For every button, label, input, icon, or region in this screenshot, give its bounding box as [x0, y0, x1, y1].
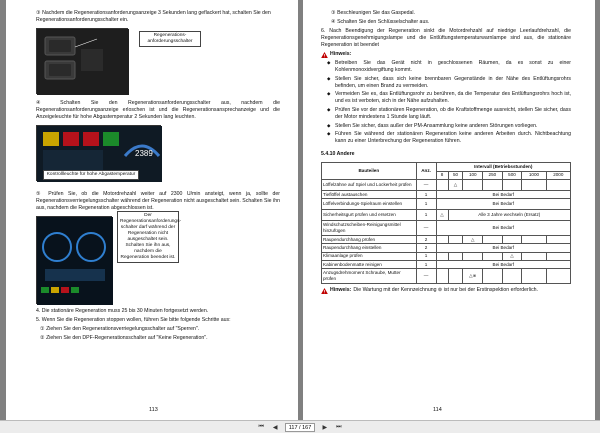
- interval-cell: 100: [463, 171, 483, 179]
- row-span: Bei Bedarf: [436, 199, 570, 210]
- row-anz: —: [416, 221, 436, 236]
- row-name: Sicherheitsgurt prüfen und ersetzen: [322, 210, 417, 221]
- table-row: [322, 221, 571, 236]
- dashboard-warning-photo: [36, 125, 161, 181]
- table-row: [322, 244, 571, 252]
- hinweis-item: ◆ Prüfen Sie vor der stationären Regeneration, ob die Kraftstoffmenge ausreicht, stellen Sie sicher, dass der Motor mindestens 1 Stunde lang läuft.: [327, 107, 571, 121]
- table-row: [322, 269, 571, 284]
- row-name: Raupendurchhang einstellen: [322, 244, 417, 252]
- row-name: Kabinenbodenmatte reinigen: [322, 261, 417, 269]
- callout-regeneration-switch: Regenerations-anforderungsschalter: [139, 31, 201, 47]
- table-row: [322, 191, 571, 199]
- row-anz: 1: [416, 199, 436, 210]
- page-number-left: 113: [149, 406, 158, 413]
- interval-cell: 500: [502, 171, 522, 179]
- table-row: [322, 180, 571, 191]
- row-mark: △: [463, 235, 483, 243]
- page-114: [303, 0, 595, 420]
- item-5-sub-1: ① Ziehen Sie den Regenerationsverriegelungsschalter auf "Sperren".: [40, 326, 200, 333]
- hinweis-item: ◆ Führen Sie während der stationären Regeneration keine anderen Arbeiten durch. Nichtbeachtung kann zu einer Unterbrechung der Regeneration führen.: [327, 131, 571, 145]
- row-anz: 1: [416, 261, 436, 269]
- paragraph-step-5: ⑤ Prüfen Sie, ob die Motordrehzahl weiter auf 2300 U/min ansteigt, wenn ja, sollte der Regenerationsverriegelungsschalter während der Regeneration nicht ausgeschaltet sein. Schalten Sie ihn aus, nachdem die Regeneration abgeschlossen ist.: [36, 191, 280, 212]
- paragraph-step-3: ③ Nachdem die Regenerationsanforderungsanzeige 3 Sekunden lang geflackert hat, schalten Sie den Regenerationsanforderungsschalter ein.: [36, 10, 271, 24]
- gauge-display-photo: [36, 213, 182, 304]
- table-header-row: [322, 163, 571, 171]
- page-indicator[interactable]: 117 / 167: [285, 423, 316, 432]
- row-anz: 1: [416, 252, 436, 260]
- row-anz: —: [416, 269, 436, 284]
- row-mark: △※: [463, 269, 483, 284]
- row-span: Bei Bedarf: [436, 191, 570, 199]
- next-page-icon[interactable]: ▶: [322, 424, 328, 431]
- row-mark: △: [448, 180, 463, 191]
- header-bauteilen: Bauteilen: [322, 163, 417, 180]
- row-name: Anzugsdrehmoment Schraube, Mutter prüfen: [322, 269, 417, 284]
- step-3-accelerate: ③ Beschleunigen Sie das Gaspedal.: [331, 10, 415, 16]
- hinweis-item: ◆ Stellen Sie sicher, dass außer der PM-Ansammlung keine anderen Störungen vorliegen.: [327, 123, 571, 130]
- hinweis-item: ◆ Betreiben Sie das Gerät nicht in geschlossenen Räumen, da es sonst zu einer Kohlenmonoxidvergiftung kommt.: [327, 60, 571, 74]
- row-name: Tieflöffel austauschen: [322, 191, 417, 199]
- row-anz: 1: [416, 191, 436, 199]
- last-page-icon[interactable]: ⏭: [336, 423, 342, 430]
- callout-high-exhaust-temp: Kontrollleuchte für hohe Abgastemperatur: [43, 170, 139, 180]
- hinweis-item: ◆ Stellen Sie sicher, dass sich keine brennbaren Gegenstände in der Nähe des Entlüftungsrohrs befinden, um einen Brand zu vermeiden.: [327, 76, 571, 90]
- interval-cell: 50: [448, 171, 463, 179]
- row-anz: 2: [416, 244, 436, 252]
- hinweis-2: [321, 287, 571, 294]
- table-row: [322, 261, 571, 269]
- table-row: [322, 235, 571, 243]
- row-anz: —: [416, 180, 436, 191]
- table-row: [322, 210, 571, 221]
- row-span: Bei Bedarf: [436, 221, 570, 236]
- row-name: Raupendurchhang prüfen: [322, 235, 417, 243]
- row-mark: △: [436, 210, 448, 221]
- hinweis-label: Hinweis:: [330, 51, 352, 58]
- interval-cell: 8: [436, 171, 448, 179]
- row-name: Löffelverbindungs-Spielraum einstellen: [322, 199, 417, 210]
- row-span: Bei Bedarf: [436, 244, 570, 252]
- header-anz: Anz.: [416, 163, 436, 180]
- hinweis-2-label: Hinweis:: [330, 287, 352, 293]
- row-anz: 1: [416, 210, 436, 221]
- row-name: Löffelzähne auf Spiel und Lockerheit prüfen: [322, 180, 417, 191]
- item-6: 6. Nach Beendigung der Regeneration sinkt die Motordrehzahl auf niedrige Leerlaufdrehzahl, die Regenerationsgenehmigungslampe und die Entlüftungstemperaturwarnlampe sind aus, die stationäre Regeneration ist beendet: [321, 28, 571, 49]
- interval-cell: 1000: [522, 171, 546, 179]
- row-name: Klimaanlage prüfen: [322, 252, 417, 260]
- dash-number: 2389: [135, 149, 153, 159]
- row-name: Windschutzscheiben-Reinigungsmittel hinzufügen: [322, 221, 417, 236]
- item-4: 4. Die stationäre Regeneration muss 25 bis 30 Minuten fortgesetzt werden.: [36, 308, 209, 315]
- interval-cell: 2000: [546, 171, 570, 179]
- section-heading: 5.4.10 Andere: [321, 151, 355, 158]
- maintenance-table: [321, 162, 571, 284]
- row-span: Bei Bedarf: [436, 261, 570, 269]
- warning-icon: [321, 288, 328, 294]
- item-5-sub-2: ② Ziehen Sie den DPF-Regenerationsschalter auf "Keine Regeneration".: [40, 335, 208, 342]
- previous-page-icon[interactable]: ◀: [272, 424, 278, 431]
- header-intervall: Intervall (Betriebsstunden): [436, 163, 570, 171]
- table-row: [322, 252, 571, 260]
- callout-do-not-switch-off: Der Regenerationsanforderungs-schalter darf während der Regeneration nicht ausgeschaltet sein. Schalten Sie ihn aus, nachdem die Regeneration beendet ist.: [117, 211, 179, 263]
- page-113: [6, 0, 298, 420]
- warning-icon: [321, 52, 328, 58]
- switch-panel-image: [37, 29, 129, 95]
- paragraph-step-4: ④ Schalten Sie den Regenerationsanforderungsschalter aus, nachdem die Regenerationsanforderungsanzeige erloschen ist und die Regenerationsansprechanzeige und die Anzeigeleuchte für hohe Abgastemperatur 2 Sekunden lang leuchten.: [36, 100, 280, 121]
- step-4-key-off: ④ Schalten Sie den Schlüsselschalter aus.: [331, 19, 430, 26]
- regeneration-switch-photo: [36, 28, 193, 94]
- row-span: Alle 3 Jahre wechseln (Ersatz): [448, 210, 570, 221]
- item-5: 5. Wenn Sie die Regeneration stoppen wollen, führen Sie bitte folgende Schritte aus:: [36, 317, 231, 324]
- hinweis-2-text: Die Wartung mit der Kennzeichnung ⊚ ist nur bei der Erstinspektion erforderlich.: [353, 287, 538, 293]
- first-page-icon[interactable]: ⏮: [258, 423, 264, 430]
- gauge-image: [37, 217, 113, 305]
- hinweis-list: [327, 60, 571, 145]
- row-anz: 2: [416, 235, 436, 243]
- page-navigation-toolbar: [0, 420, 600, 433]
- interval-cell: 250: [483, 171, 503, 179]
- row-mark: △: [502, 252, 522, 260]
- hinweis-heading: [321, 51, 571, 58]
- hinweis-item: ◆ Vermeiden Sie es, das Entlüftungsrohr zu berühren, da die Temperatur des Entlüftungsrohrs hoch ist, und es ist verboten, sich in der Nähe aufzuhalten.: [327, 91, 571, 105]
- table-row: [322, 199, 571, 210]
- page-number-right: 114: [433, 406, 442, 413]
